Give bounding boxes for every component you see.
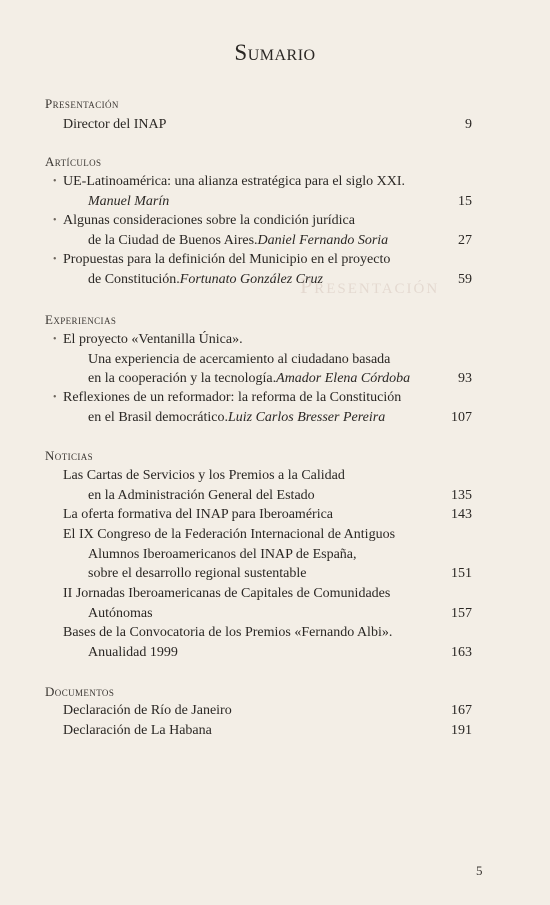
toc-entry-text: Una experiencia de acercamiento al ciudadano basada — [88, 351, 391, 367]
toc-entry-text: II Jornadas Iberoamericanas de Capitales de Comunidades — [63, 586, 391, 601]
toc-entry-line — [0, 643, 550, 663]
toc-entry-line — [0, 115, 550, 135]
section-heading: Experiencias — [45, 312, 117, 327]
toc-entry-line — [0, 408, 550, 428]
toc-entry-author: Daniel Fernando Soria — [257, 232, 389, 248]
toc-entry-line — [0, 604, 550, 624]
toc-entry-line — [0, 623, 550, 643]
toc-entry-page: 27 — [458, 232, 472, 248]
toc-entry-author: Manuel Marín — [88, 193, 170, 209]
toc-entry-line — [0, 564, 550, 584]
toc-entry-page: 191 — [451, 723, 472, 738]
toc-entry-text: Reflexiones de un reformador: la reforma de la Constitución — [63, 390, 402, 405]
toc-entry-line — [0, 486, 550, 506]
toc-entry-line — [0, 192, 550, 212]
toc-entry-text: Declaración de Río de Janeiro — [63, 703, 232, 718]
toc-entry-text: de Constitución. Fortunato González Cruz — [88, 270, 180, 290]
toc-entry-page: 15 — [458, 193, 472, 209]
toc-entry-text: UE-Latinoamérica: una alianza estratégica para el siglo XXI. — [63, 174, 406, 189]
toc-entry-text: Declaración de La Habana — [63, 723, 212, 738]
toc-entry-line — [0, 270, 550, 290]
toc-entry-page: 93 — [458, 371, 472, 386]
section-heading: Documentos — [45, 684, 115, 699]
toc-entry-text: Bases de la Convocatoria de los Premios «Fernando Albi». — [63, 625, 393, 640]
toc-entry-author: Amador Elena Córdoba — [276, 371, 411, 386]
bullet-icon: • — [53, 334, 57, 345]
toc-entry-text: Algunas consideraciones sobre la condición jurídica — [63, 213, 355, 228]
toc-entry-line — [0, 250, 550, 270]
toc-entry-text: en la Administración General del Estado — [88, 487, 315, 503]
bullet-icon: • — [53, 392, 57, 403]
section-heading: Presentación — [45, 96, 119, 111]
toc-entry-page: 135 — [451, 487, 472, 503]
toc-entry-page: 151 — [451, 566, 472, 581]
toc-entry-text: Propuestas para la definición del Municipio en el proyecto — [63, 252, 391, 267]
toc-entry-author: Luiz Carlos Bresser Pereira — [227, 409, 386, 425]
toc-entry-line — [0, 330, 550, 350]
toc-entry-line — [0, 369, 550, 389]
toc-entry-page: 163 — [451, 644, 472, 660]
toc-entry-line — [0, 545, 550, 565]
toc-entry-text: en el Brasil democrático. Luiz Carlos Bresser Pereira — [88, 408, 228, 428]
toc-entry-line — [0, 211, 550, 231]
toc-entry-page: 143 — [451, 507, 472, 522]
toc-entry-line — [0, 172, 550, 192]
toc-entry-text: El IX Congreso de la Federación Internacional de Antiguos — [63, 527, 396, 542]
show-through-text: Presentación — [300, 273, 440, 298]
toc-entry-line — [0, 388, 550, 408]
toc-entry-line — [0, 721, 550, 741]
toc-entry-line — [0, 466, 550, 486]
page-number: 5 — [476, 863, 483, 878]
toc-entry-text: en la cooperación y la tecnología. Amador Elena Córdoba — [88, 369, 276, 389]
toc-entry-line — [0, 525, 550, 545]
toc-entry-text: sobre el desarrollo regional sustentable — [88, 566, 307, 581]
bullet-icon: • — [53, 254, 57, 265]
toc-entry-line — [0, 350, 550, 370]
toc-entry-line — [0, 701, 550, 721]
page-title: Sumario — [234, 40, 316, 65]
toc-entry-text: Anualidad 1999 — [88, 644, 178, 660]
bullet-icon: • — [53, 215, 57, 226]
bullet-icon: • — [53, 176, 57, 187]
toc-entry-page: 157 — [451, 605, 472, 621]
toc-entry-text: de la Ciudad de Buenos Aires. Daniel Fernando Soria — [88, 231, 258, 251]
toc-entry-line — [0, 505, 550, 525]
toc-entry-line — [0, 231, 550, 251]
toc-entry-text: El proyecto «Ventanilla Única». — [63, 332, 243, 347]
toc-entry-text: Las Cartas de Servicios y los Premios a la Calidad — [63, 468, 345, 483]
toc-entry-page: 107 — [451, 409, 472, 425]
toc-entry-page: 167 — [451, 703, 472, 718]
toc-entry-author: Fortunato González Cruz — [179, 271, 323, 287]
toc-entry-text: Director del INAP — [63, 117, 167, 132]
toc-entry-text: Autónomas — [88, 605, 153, 621]
toc-entry-line — [0, 584, 550, 604]
toc-entry-page: 9 — [465, 117, 472, 132]
toc-entry-text: Alumnos Iberoamericanos del INAP de España, — [88, 546, 357, 562]
section-heading: Noticias — [45, 448, 94, 463]
toc-entry-text: La oferta formativa del INAP para Iberoamérica — [63, 507, 334, 522]
toc-entry-page: 59 — [458, 271, 472, 287]
section-heading: Artículos — [45, 154, 102, 169]
